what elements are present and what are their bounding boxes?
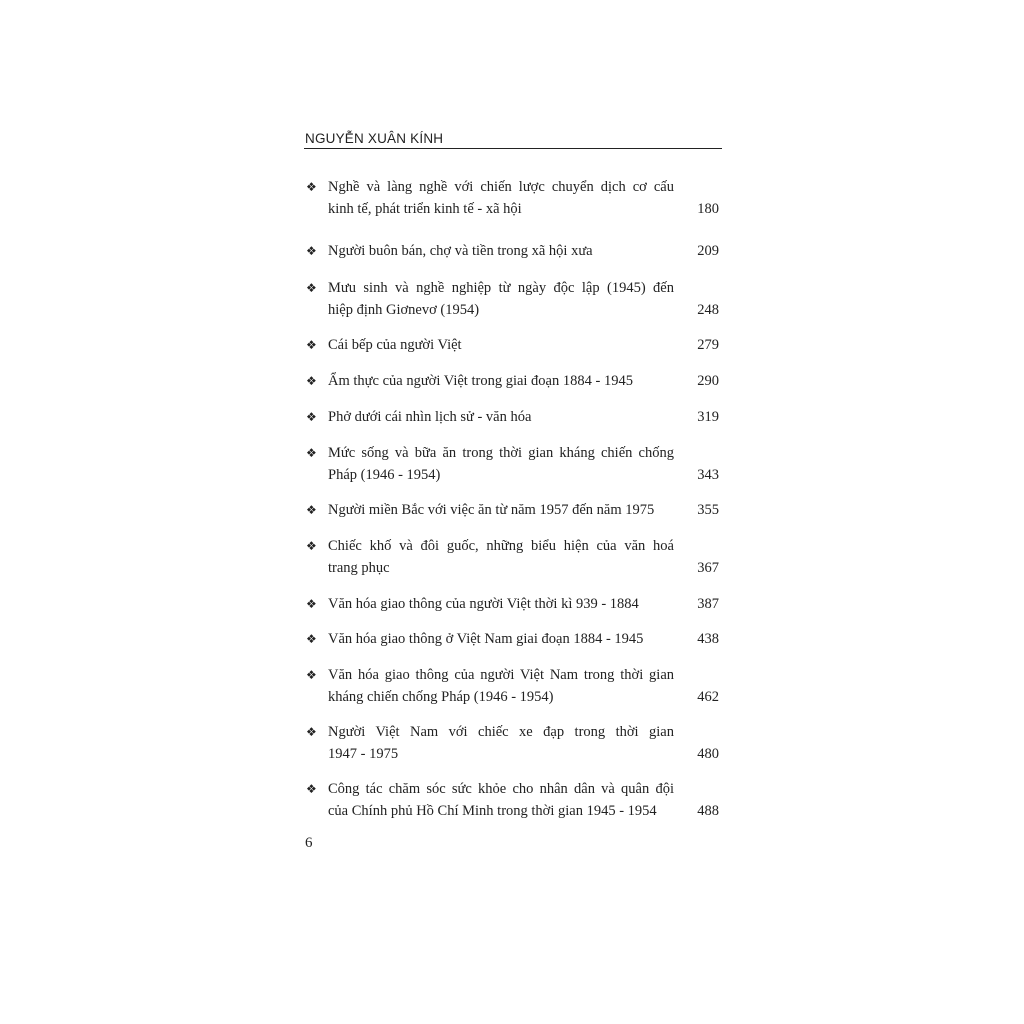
toc-entry-line: Nghề và làng nghề với chiến lược chuyển dịch cơ cấu	[328, 179, 674, 195]
toc-entry-line: Mức sống và bữa ăn trong thời gian kháng chiến chống	[328, 445, 674, 461]
toc-entry-line: Công tác chăm sóc sức khỏe cho nhân dân và quân đội	[328, 781, 674, 797]
diamond-bullet-icon: ❖	[306, 281, 317, 295]
toc-page-number: 290	[697, 373, 719, 389]
toc-page-number: 462	[697, 689, 719, 705]
diamond-bullet-icon: ❖	[306, 503, 317, 517]
toc-entry-line: Người buôn bán, chợ và tiền trong xã hội xưa	[328, 243, 593, 259]
toc-entry-title	[328, 628, 674, 650]
diamond-bullet-icon: ❖	[306, 180, 317, 194]
toc-entry-title	[328, 370, 674, 392]
toc-entry-line: Người miền Bắc với việc ăn từ năm 1957 đến năm 1975	[328, 502, 655, 518]
toc-page-number: 279	[697, 337, 719, 353]
toc-entry-line: kinh tế, phát triển kinh tế - xã hội	[328, 201, 522, 217]
toc-entry-line: Ẩm thực của người Việt trong giai đoạn 1884 - 1945	[328, 373, 633, 389]
diamond-bullet-icon: ❖	[306, 668, 317, 682]
toc-entry-title	[328, 664, 674, 708]
toc-entry-title	[328, 535, 674, 579]
toc-entry-line: Chiếc khố và đôi guốc, những biểu hiện của văn hoá	[328, 538, 674, 554]
diamond-bullet-icon: ❖	[306, 597, 317, 611]
toc-page-number: 480	[697, 746, 719, 762]
diamond-bullet-icon: ❖	[306, 539, 317, 553]
page-number: 6	[305, 835, 313, 851]
diamond-bullet-icon: ❖	[306, 410, 317, 424]
toc-entry-title	[328, 721, 674, 765]
toc-page-number: 355	[697, 502, 719, 518]
toc-entry-line: kháng chiến chống Pháp (1946 - 1954)	[328, 689, 554, 705]
toc-entry-title	[328, 176, 674, 220]
running-header	[304, 130, 722, 149]
toc-entry-title	[328, 593, 674, 615]
toc-page-number: 367	[697, 560, 719, 576]
toc-page-number: 438	[697, 631, 719, 647]
diamond-bullet-icon: ❖	[306, 244, 317, 258]
diamond-bullet-icon: ❖	[306, 374, 317, 388]
toc-entry-title	[328, 277, 674, 321]
toc-entry-line: Phở dưới cái nhìn lịch sử - văn hóa	[328, 409, 532, 425]
toc-entry-line: Văn hóa giao thông của người Việt Nam trong thời gian	[328, 667, 674, 683]
toc-entry-line: trang phục	[328, 560, 390, 576]
toc-entry-line: Người Việt Nam với chiếc xe đạp trong thời gian	[328, 724, 674, 740]
toc-entry-title	[328, 334, 674, 356]
toc-page-number: 343	[697, 467, 719, 483]
toc-page-number: 180	[697, 201, 719, 217]
diamond-bullet-icon: ❖	[306, 782, 317, 796]
toc-entry-title	[328, 499, 674, 521]
toc-page-number: 248	[697, 302, 719, 318]
diamond-bullet-icon: ❖	[306, 446, 317, 460]
toc-entry-line: Văn hóa giao thông ở Việt Nam giai đoạn 1884 - 1945	[328, 631, 644, 647]
toc-entry-line: Pháp (1946 - 1954)	[328, 467, 441, 483]
diamond-bullet-icon: ❖	[306, 725, 317, 739]
toc-entry-title	[328, 442, 674, 486]
toc-page-number: 488	[697, 803, 719, 819]
toc-entry-line: Văn hóa giao thông của người Việt thời kì 939 - 1884	[328, 596, 639, 612]
toc-entry-title	[328, 778, 674, 822]
toc-entry-title	[328, 406, 674, 428]
toc-page-number: 209	[697, 243, 719, 259]
toc-entry-line: Cái bếp của người Việt	[328, 337, 462, 353]
toc-page-number: 387	[697, 596, 719, 612]
toc-entry-title	[328, 240, 674, 262]
toc-page-number: 319	[697, 409, 719, 425]
author-name: NGUYỄN XUÂN KÍNH	[305, 131, 444, 146]
toc-entry-line: hiệp định Giơnevơ (1954)	[328, 302, 480, 318]
toc-entry-line: của Chính phủ Hồ Chí Minh trong thời gian 1945 - 1954	[328, 803, 657, 819]
toc-entry-line: 1947 - 1975	[328, 746, 399, 762]
diamond-bullet-icon: ❖	[306, 632, 317, 646]
diamond-bullet-icon: ❖	[306, 338, 317, 352]
toc-entry-line: Mưu sinh và nghề nghiệp từ ngày độc lập (1945) đến	[328, 280, 674, 296]
